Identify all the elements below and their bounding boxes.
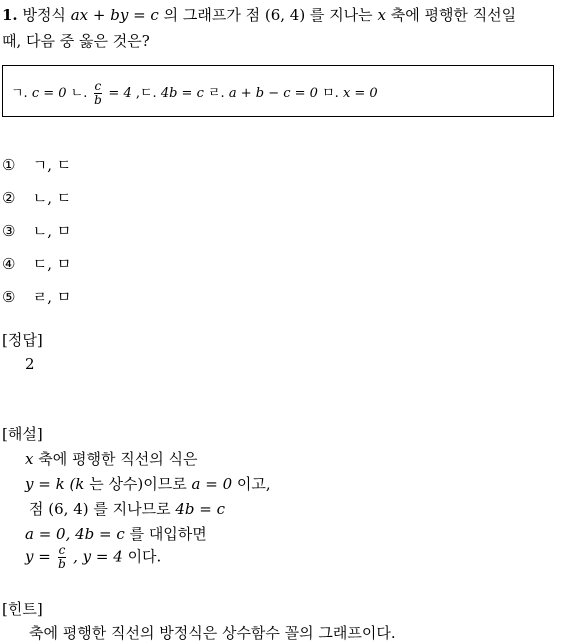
explanation-line-4-eq: a = 0, 4b = c bbox=[25, 525, 125, 543]
choice-2-text: ㄴ, ㄷ bbox=[32, 189, 72, 207]
condition-c-expr: 4b = c bbox=[160, 86, 204, 101]
hint-text: 축에 평행한 직선의 방정식은 상수함수 꼴의 그래프이다. bbox=[29, 624, 396, 642]
choice-1-text: ㄱ, ㄷ bbox=[32, 156, 72, 174]
condition-b-numerator: c bbox=[94, 79, 102, 93]
condition-d-label: ㄹ. bbox=[208, 86, 225, 101]
explanation-line-2-end: 이고, bbox=[236, 475, 271, 493]
explanation-line-3 bbox=[29, 498, 225, 519]
condition-b-label: ㄴ. bbox=[70, 86, 88, 101]
question-x-variable: x bbox=[377, 6, 386, 24]
question-text-pre: 방정식 bbox=[22, 6, 66, 24]
explanation-line-5-end: 이다. bbox=[127, 547, 162, 566]
question-number: 1. bbox=[2, 6, 18, 24]
hint-heading: [힌트] bbox=[2, 600, 43, 618]
choice-4-mark: ④ bbox=[2, 255, 16, 273]
choice-3-text: ㄴ, ㅁ bbox=[32, 222, 72, 240]
question-line-1 bbox=[2, 4, 516, 25]
condition-a-label: ㄱ. bbox=[11, 86, 28, 101]
conditions-content bbox=[11, 80, 378, 107]
explanation-fraction bbox=[58, 544, 67, 571]
explanation-line-4 bbox=[25, 523, 207, 544]
condition-c-label: ,ㄷ. bbox=[135, 86, 157, 101]
answer-value: 2 bbox=[25, 355, 35, 373]
condition-a-expr: c = 0 bbox=[31, 86, 67, 101]
condition-d-expr: a + b − c = 0 bbox=[228, 86, 318, 101]
choice-2-mark: ② bbox=[2, 189, 16, 207]
conditions-box bbox=[2, 65, 554, 117]
choice-3[interactable] bbox=[2, 220, 71, 241]
explanation-line-4-text: 를 대입하면 bbox=[129, 525, 207, 543]
explanation-line-1 bbox=[25, 448, 197, 469]
explanation-line-1-text: 축에 평행한 직선의 식은 bbox=[38, 450, 198, 468]
explanation-line-2-text: 는 상수)이므로 bbox=[89, 475, 187, 493]
explanation-line-2-a: a = 0 bbox=[191, 475, 233, 493]
choice-1-mark: ① bbox=[2, 156, 16, 174]
explanation-heading: [해설] bbox=[2, 425, 43, 443]
explanation-line-3-eq: 4b = c bbox=[175, 500, 226, 518]
choice-2[interactable] bbox=[2, 187, 71, 208]
condition-b-fraction bbox=[94, 80, 103, 107]
explanation-line-3-text: 점 (6, 4) 를 지나므로 bbox=[29, 500, 171, 518]
explanation-line-5 bbox=[25, 544, 161, 571]
choice-5[interactable] bbox=[2, 286, 71, 307]
question-line-2: 때, 다음 중 옳은 것은? bbox=[2, 32, 150, 50]
explanation-denominator: b bbox=[58, 557, 66, 571]
choice-1[interactable] bbox=[2, 154, 71, 175]
explanation-line-2 bbox=[25, 473, 271, 494]
choice-4[interactable] bbox=[2, 253, 71, 274]
choice-3-mark: ③ bbox=[2, 222, 16, 240]
explanation-line-2-eq: y = k bbox=[25, 475, 65, 493]
explanation-line-5-y: y = bbox=[25, 547, 51, 566]
choice-5-mark: ⑤ bbox=[2, 288, 16, 306]
question-text-mid: 의 그래프가 점 (6, 4) 를 지나는 bbox=[163, 6, 373, 24]
condition-e-label: ㅁ. bbox=[322, 86, 339, 101]
choice-4-text: ㄷ, ㅁ bbox=[32, 255, 72, 273]
answer-heading: [정답] bbox=[2, 331, 43, 349]
explanation-line-2-k: (k bbox=[69, 475, 85, 493]
question-equation: ax + by = c bbox=[70, 6, 159, 24]
choice-5-text: ㄹ, ㅁ bbox=[32, 288, 72, 306]
question-text-post: 축에 평행한 직선일 bbox=[390, 6, 517, 24]
explanation-x-variable: x bbox=[25, 450, 34, 468]
condition-e-expr: x = 0 bbox=[342, 86, 378, 101]
condition-b-rest: = 4 bbox=[108, 86, 132, 101]
explanation-line-5-rest: , y = 4 bbox=[73, 547, 123, 566]
condition-b-denominator: b bbox=[94, 93, 102, 107]
explanation-numerator: c bbox=[58, 543, 66, 557]
